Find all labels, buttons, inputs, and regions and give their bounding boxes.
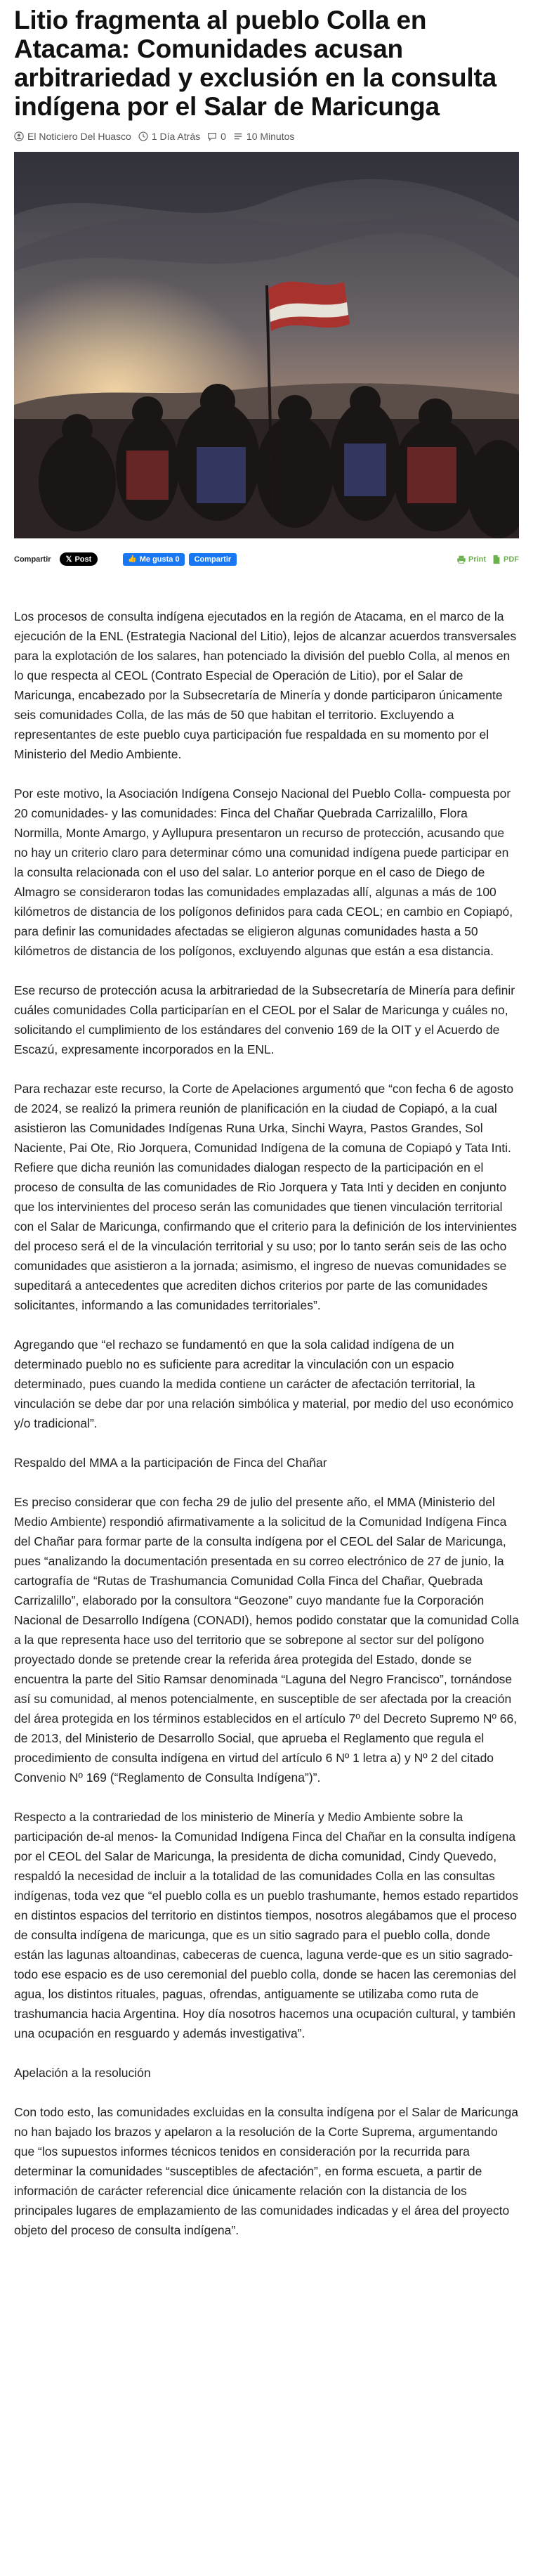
share-label: Compartir (14, 555, 51, 564)
paragraph: Respecto a la contrariedad de los ministerio de Minería y Medio Ambiente sobre la participación de-al menos- la Comunidad Indígena Finca del Chañar en la consulta indígena por el CEOL del Salar de Maricunga, la presidenta de dicha comunidad, Cindy Quevedo, respaldó la necesidad de incluir a la totalidad de las comunidades Colla en las consultas indígenas, toda vez que “el pueblo colla es un pueblo trashumante, hemos estado repartidos en distintos espacios del territorio en distintos tiempos, nosotros alegábamos que el proceso de consulta indígena de maricunga, que es un sitio sagrado para el pueblo colla, donde están las lagunas altoandinas, cabeceras de cuenca, laguna verde-que es un sitio sagrado- todo ese espacio es de uso ceremonial del pueblo colla, donde se hacen las ceremonias del agua, los distintos rituales, paguas, ofrendas, antiguamente se utilizaba como ruta de trashumancia hacia Argentina. Hoy día nosotros hacemos una ocupación cultural, y también una ocupación en resguardo y además investigativa”. (14, 1810, 518, 2040)
time-ago: 1 Día Atrás (151, 131, 201, 142)
reading-lines-icon (233, 131, 243, 141)
meta-time (138, 131, 200, 142)
thumbs-up-icon: 👍 (128, 555, 137, 563)
hero-image (14, 152, 519, 538)
facebook-like-label: Me gusta 0 (139, 555, 180, 564)
pdf-link[interactable]: PDF (504, 555, 519, 564)
article (0, 6, 533, 2240)
print-link[interactable]: Print (468, 555, 486, 564)
facebook-share-button[interactable]: Compartir (189, 553, 237, 566)
paragraph: Agregando que “el rechazo se fundamentó en que la sola calidad indígena de un determinado pueblo no es suficiente para acreditar la vinculación con un espacio determinado, pues cuando la medida contiene un carácter de afectación territorial, la vinculación se debe dar por una relación simbólica y material, por medio del uso económico y/o tradicional”. (14, 1338, 514, 1430)
user-circle-icon (14, 131, 24, 141)
clock-icon (138, 131, 148, 141)
article-title: Litio fragmenta al pueblo Colla en Atacama: Comunidades acusan arbitrariedad y exclusión en la consulta indígena por el Salar de Maricunga (14, 6, 497, 121)
paragraph: Con todo esto, las comunidades excluidas en la consulta indígena por el Salar de Maricunga no han bajado los brazos y apelaron a la resolución de la Corte Suprema, argumentando que “los supuestos informes técnicos tenidos en consideración por la recurrida para determinar la comunidades “susceptibles de afectación”, en forma escueta, a partir de información de carácter referencial dice únicamente relación con la distancia de los principales lugares de emplazamiento de las comunidades indicadas y el área del proyecto objeto del proceso de consulta indígena”. (14, 2105, 518, 2237)
paragraph: Ese recurso de protección acusa la arbitrariedad de la Subsecretaría de Minería para definir cuáles comunidades Colla participarían en el CEOL por el Salar de Maricunga y cuáles no, solicitando el cumplimiento de los estándares del convenio 169 de la OIT y el Acuerdo de Escazú, expresamente incorporados en la ENL. (14, 983, 515, 1056)
article-meta (14, 131, 519, 142)
printer-icon (456, 555, 466, 564)
share-bar (14, 552, 519, 566)
paragraph: Es preciso considerar que con fecha 29 de julio del presente año, el MMA (Ministerio del Medio Ambiente) respondió afirmativamente a la solicitud de la Comunidad Indígena Finca del Chañar para formar parte de la consulta indígena por el CEOL del Salar de Maricunga, pues “analizando la documentación presentada en su correo electrónico de 27 de junio, la cartografía de “Rutas de Trashumancia Comunidad Colla Finca del Chañar, Quebrada Carrizalillo”, elaborado por la consultora “Geozone” cuyo mandante fue la Corporación Nacional de Desarrollo Indígena (CONADI), hemos podido constatar que la comunidad Colla a la que representa hace uso del territorio que se sobrepone al sector sur del polígono proyectado donde se pretende crear la referida área protegida del Estado, donde se encuentra la parte del Sitio Ramsar denominada “Laguna del Negro Francisco”, tornándose así su comunidad, al menos potencialmente, en susceptible de ser afectada por la creación del área protegida en los términos establecidos en el artículo 7º del Decreto Supremo Nº 66, de 2013, del Ministerio de Desarrollo Social, que aprueba el Reglamento que regula el procedimiento de consulta indígena en virtud del artículo 6 Nº 1 letra a) y Nº 2 del citado Convenio Nº 169 (“Reglamento de Consulta Indígena”)”. (14, 1495, 519, 1785)
x-post-label: Post (74, 555, 92, 564)
comments-count: 0 (221, 131, 226, 142)
x-logo-icon: 𝕏 (65, 555, 72, 564)
read-time: 10 Minutos (246, 131, 295, 142)
meta-author (14, 131, 131, 142)
paragraph: Por este motivo, la Asociación Indígena Consejo Nacional del Pueblo Colla- compuesta por 20 comunidades- y las comunidades: Finca del Chañar Quebrada Carrizalillo, Flora Normilla, Monte Amargo, y Ayllupura presentaron un recurso de protección, acusando que no hay un criterio claro para determinar cómo una comunidad indígena puede participar en la consulta relacionada con el uso del salar. Lo anterior porque en el caso de Diego de Almagro se consideraron todas las comunidades emplazadas allí, algunas a más de 100 kilómetros de distancia de los polígonos definidos para cada CEOL; en cambio en Copiapó, para definir las comunidades afectadas se eligieron algunas comunidades hasta a 50 kilómetros de distancia de los polígonos, excluyendo algunas que están a esa distancia. (14, 787, 513, 958)
comment-icon (207, 131, 217, 141)
author-link[interactable]: El Noticiero Del Huasco (27, 131, 131, 142)
subheading-mma: Respaldo del MMA a la participación de Finca del Chañar (14, 1456, 327, 1470)
share-left (14, 552, 237, 566)
paragraph: Los procesos de consulta indígena ejecutados en la región de Atacama, en el marco de la ejecución de la ENL (Estrategia Nacional del Litio), lejos de alcanzar acuerdos transversales para la explotación de los salares, han potenciado la división del pueblo Colla, al menos en lo que respecta al CEOL (Contrato Especial de Operación de Litio), por el Salar de Maricunga, encabezado por la Subsecretaría de Minería y donde participaron únicamente seis comunidades Colla, de las más de 50 que habitan el territorio. Excluyendo a representantes de este pueblo cuya participación fue respaldada en su momento por el Ministerio del Medio Ambiente. (14, 609, 517, 761)
facebook-like-button[interactable] (123, 553, 184, 566)
paragraph: Para rechazar este recurso, la Corte de Apelaciones argumentó que “con fecha 6 de agosto de 2024, se realizó la primera reunión de planificación en la ciudad de Copiapó, a la cual asistieron las Comunidades Indígenas Runa Urka, Sinchi Wayra, Pastos Grandes, Sol Naciente, Pai Ote, Rio Jorquera, Comunidad Indígena de la comuna de Copiapó y Tata Inti. Refiere que dicha reunión las comunidades dialogan respecto de la participación en el proceso de consulta de las comunidades de Rio Jorquera y Tata Inti y deciden en conjunto que los intervinientes del proceso serán las comunidades que tienen vinculación territorial con el Salar de Maricunga, confirmando que el criterio para la definición de los intervinientes del proceso será el de la vinculación territorial y su uso; por lo tanto serán seis de las ocho comunidades que asistieron a la jornada; asimismo, el ingreso de nuevas comunidades se supeditará a antecedentes que acrediten dichos criterios por parte de las comunidades solicitantes, informando a las comunidades territoriales”. (14, 1082, 517, 1312)
meta-comments[interactable] (207, 131, 226, 142)
print-pdf (456, 555, 519, 564)
x-post-button[interactable] (60, 552, 98, 566)
subheading-apelacion: Apelación a la resolución (14, 2066, 151, 2080)
article-body (14, 607, 519, 2240)
pdf-icon (492, 555, 501, 564)
meta-read-time (233, 131, 294, 142)
